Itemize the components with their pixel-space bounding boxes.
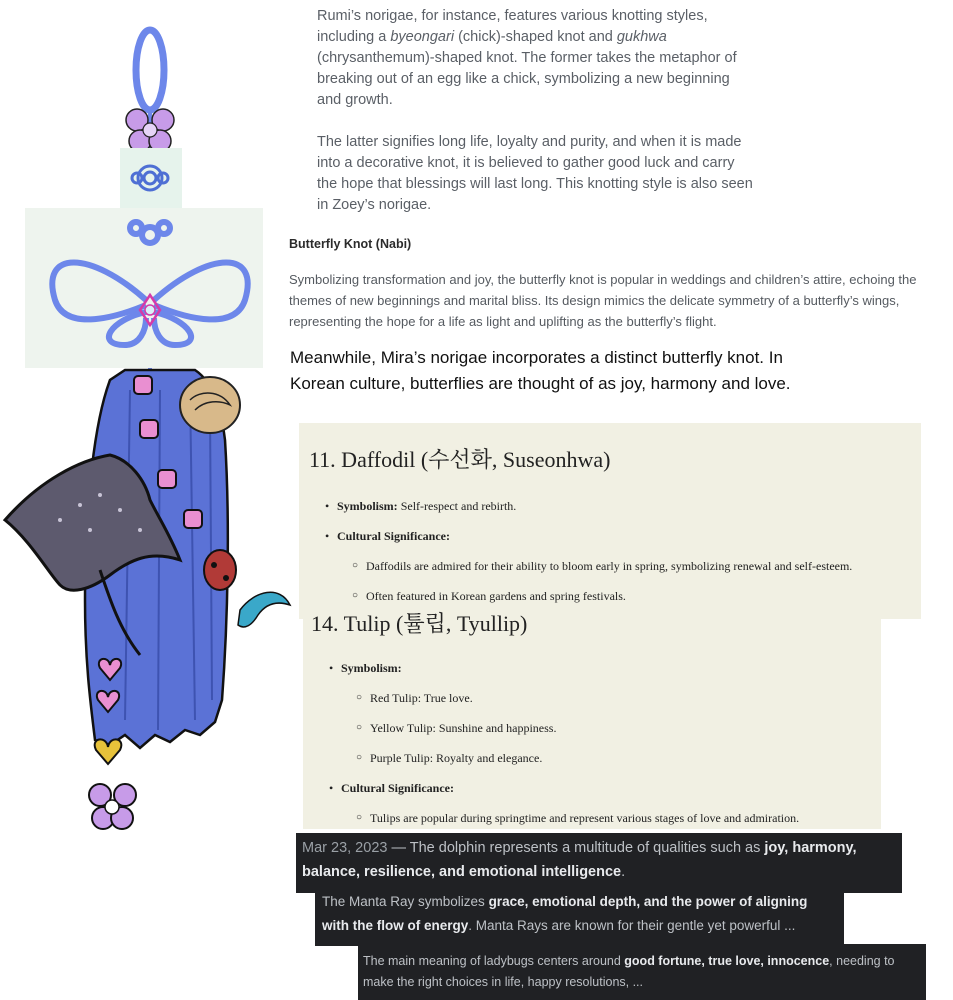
rumi-excerpt xyxy=(317,6,757,237)
shell-icon xyxy=(180,377,240,433)
list-item: • Cultural Significance: xyxy=(341,781,861,795)
list-item: • Symbolism: xyxy=(341,661,861,675)
excerpt-para-2: The latter signifies long life, loyalty and purity, and when it is made into a decorative knot, it is believed to gather good luck and carry the hope that blessings will last long. This knotting style is also seen in Zoey’s norigae. xyxy=(317,134,753,213)
butterfly-knot-heading: Butterfly Knot (Nabi) xyxy=(289,237,412,251)
tulip-card xyxy=(303,611,881,829)
list-item: ○ Tulips are popular during springtime and represent various stages of love and admiration. xyxy=(370,811,861,825)
knot-panel xyxy=(120,148,182,208)
ladybug-icon xyxy=(204,550,236,590)
norigae-illustration xyxy=(0,20,300,840)
manta-ray-snippet: The Manta Ray symbolizes grace, emotional depth, and the power of aligning with the flow of energy. Manta Rays are known for their gentle yet powerful ... xyxy=(315,884,844,946)
list-item: • Cultural Significance: xyxy=(337,529,907,543)
dolphin-icon xyxy=(238,592,290,627)
list-item: ○ Red Tulip: True love. xyxy=(370,691,861,705)
daffodil-title: 11. Daffodil (수선화, Suseonhwa) xyxy=(309,447,611,472)
list-item: ○ Daffodils are admired for their ability to bloom early in spring, symbolizing renewal and self-esteem. xyxy=(366,559,907,573)
daffodil-card xyxy=(299,423,921,619)
list-item: ○ Purple Tulip: Royalty and elegance. xyxy=(370,751,861,765)
list-item: ○ Yellow Tulip: Sunshine and happiness. xyxy=(370,721,861,735)
tulip-title: 14. Tulip (튤립, Tyullip) xyxy=(311,611,528,636)
butterfly-knot-body: Symbolizing transformation and joy, the butterfly knot is popular in weddings and children’s attire, echoing the themes of new beginnings and marital bliss. Its design mimics the delicate symmetry of a butterfly’s wings, representing the hope for a life as light and uplifting as the butterfly’s flight. xyxy=(289,272,917,329)
bottom-flower-icon xyxy=(89,784,136,829)
excerpt-para-1: Rumi’s norigae, for instance, features various knotting styles, including a byeongari (chick)-shaped knot and gukhwa (chrysanthemum)-shaped knot. The former takes the metaphor of breaking out of an egg like a chick, symbolizing a new beginning and growth. xyxy=(317,8,737,108)
ring-icon xyxy=(136,30,164,110)
ladybug-snippet: The main meaning of ladybugs centers around good fortune, true love, innocence, needing to make the right choices in life, happy resolutions, ... xyxy=(358,944,926,1000)
dolphin-snippet: Mar 23, 2023 — The dolphin represents a multitude of qualities such as joy, harmony, balance, resilience, and emotional intelligence. xyxy=(296,833,902,893)
mira-paragraph: Meanwhile, Mira’s norigae incorporates a distinct butterfly knot. In Korean culture, butterflies are thought of as joy, harmony and love. xyxy=(290,348,791,393)
list-item: ○ Often featured in Korean gardens and spring festivals. xyxy=(366,589,907,603)
list-item: • Symbolism: Self-respect and rebirth. xyxy=(337,499,907,513)
